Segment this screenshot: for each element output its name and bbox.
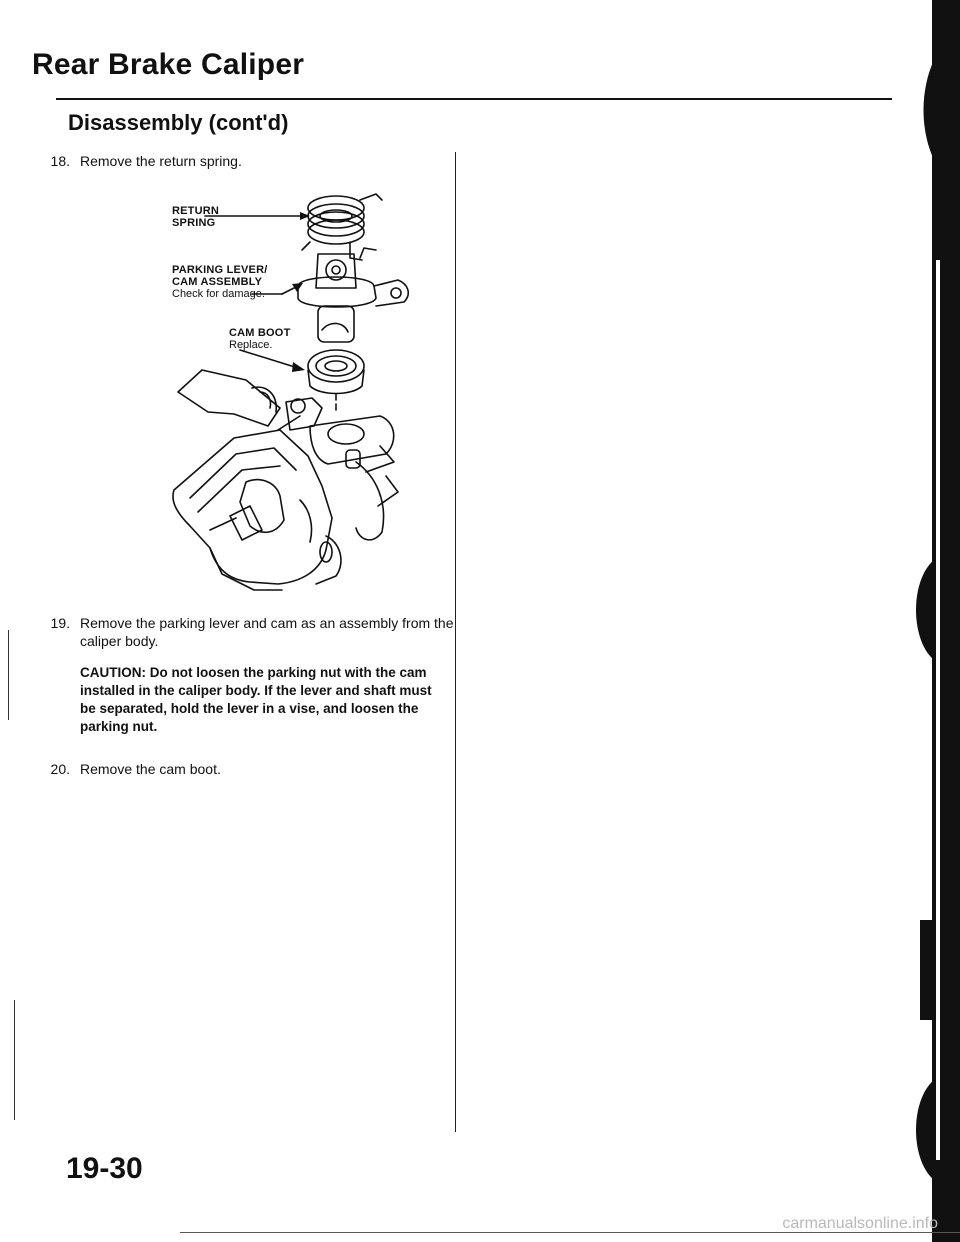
step-text: Remove the cam boot. xyxy=(80,761,221,777)
binding-edge xyxy=(900,0,960,1242)
section-title: Disassembly (cont'd) xyxy=(68,110,289,135)
caliper-exploded-illustration xyxy=(150,180,450,600)
step-20 xyxy=(40,760,480,780)
scan-mark xyxy=(14,1000,15,1120)
return-spring-part xyxy=(302,194,382,260)
step-text: Remove the parking lever and cam as an assembly from the caliper body. xyxy=(80,615,454,649)
page-number: 19-30 xyxy=(66,1152,143,1185)
scan-mark xyxy=(8,630,9,720)
step-number: 18. xyxy=(50,153,70,169)
column-divider xyxy=(455,152,456,1132)
leader-cam-boot xyxy=(240,350,298,368)
caliper-body-part xyxy=(173,370,398,590)
step-text: Remove the return spring. xyxy=(80,153,242,169)
step-19 xyxy=(40,614,480,654)
callout-parking-lever: PARKING LEVER/ CAM ASSEMBLY Check for damage. xyxy=(172,264,268,300)
step-number: 20. xyxy=(50,761,70,777)
page-title: Rear Brake Caliper xyxy=(32,48,305,81)
callout-cam-boot: CAM BOOT Replace. xyxy=(229,327,291,351)
watermark: carmanualsonline.info xyxy=(782,1215,938,1232)
cam-boot-part xyxy=(308,350,364,414)
title-rule xyxy=(56,98,892,100)
caution-note: CAUTION: Do not loosen the parking nut with the cam installed in the caliper body. If the lever and shaft must be separated, hold the lever in a vise, and loosen the parking nut. xyxy=(80,665,432,734)
step-18 xyxy=(40,152,480,172)
parking-lever-cam-part xyxy=(298,248,408,342)
callout-return-spring: RETURN SPRING xyxy=(172,205,220,229)
step-number: 19. xyxy=(50,615,70,631)
